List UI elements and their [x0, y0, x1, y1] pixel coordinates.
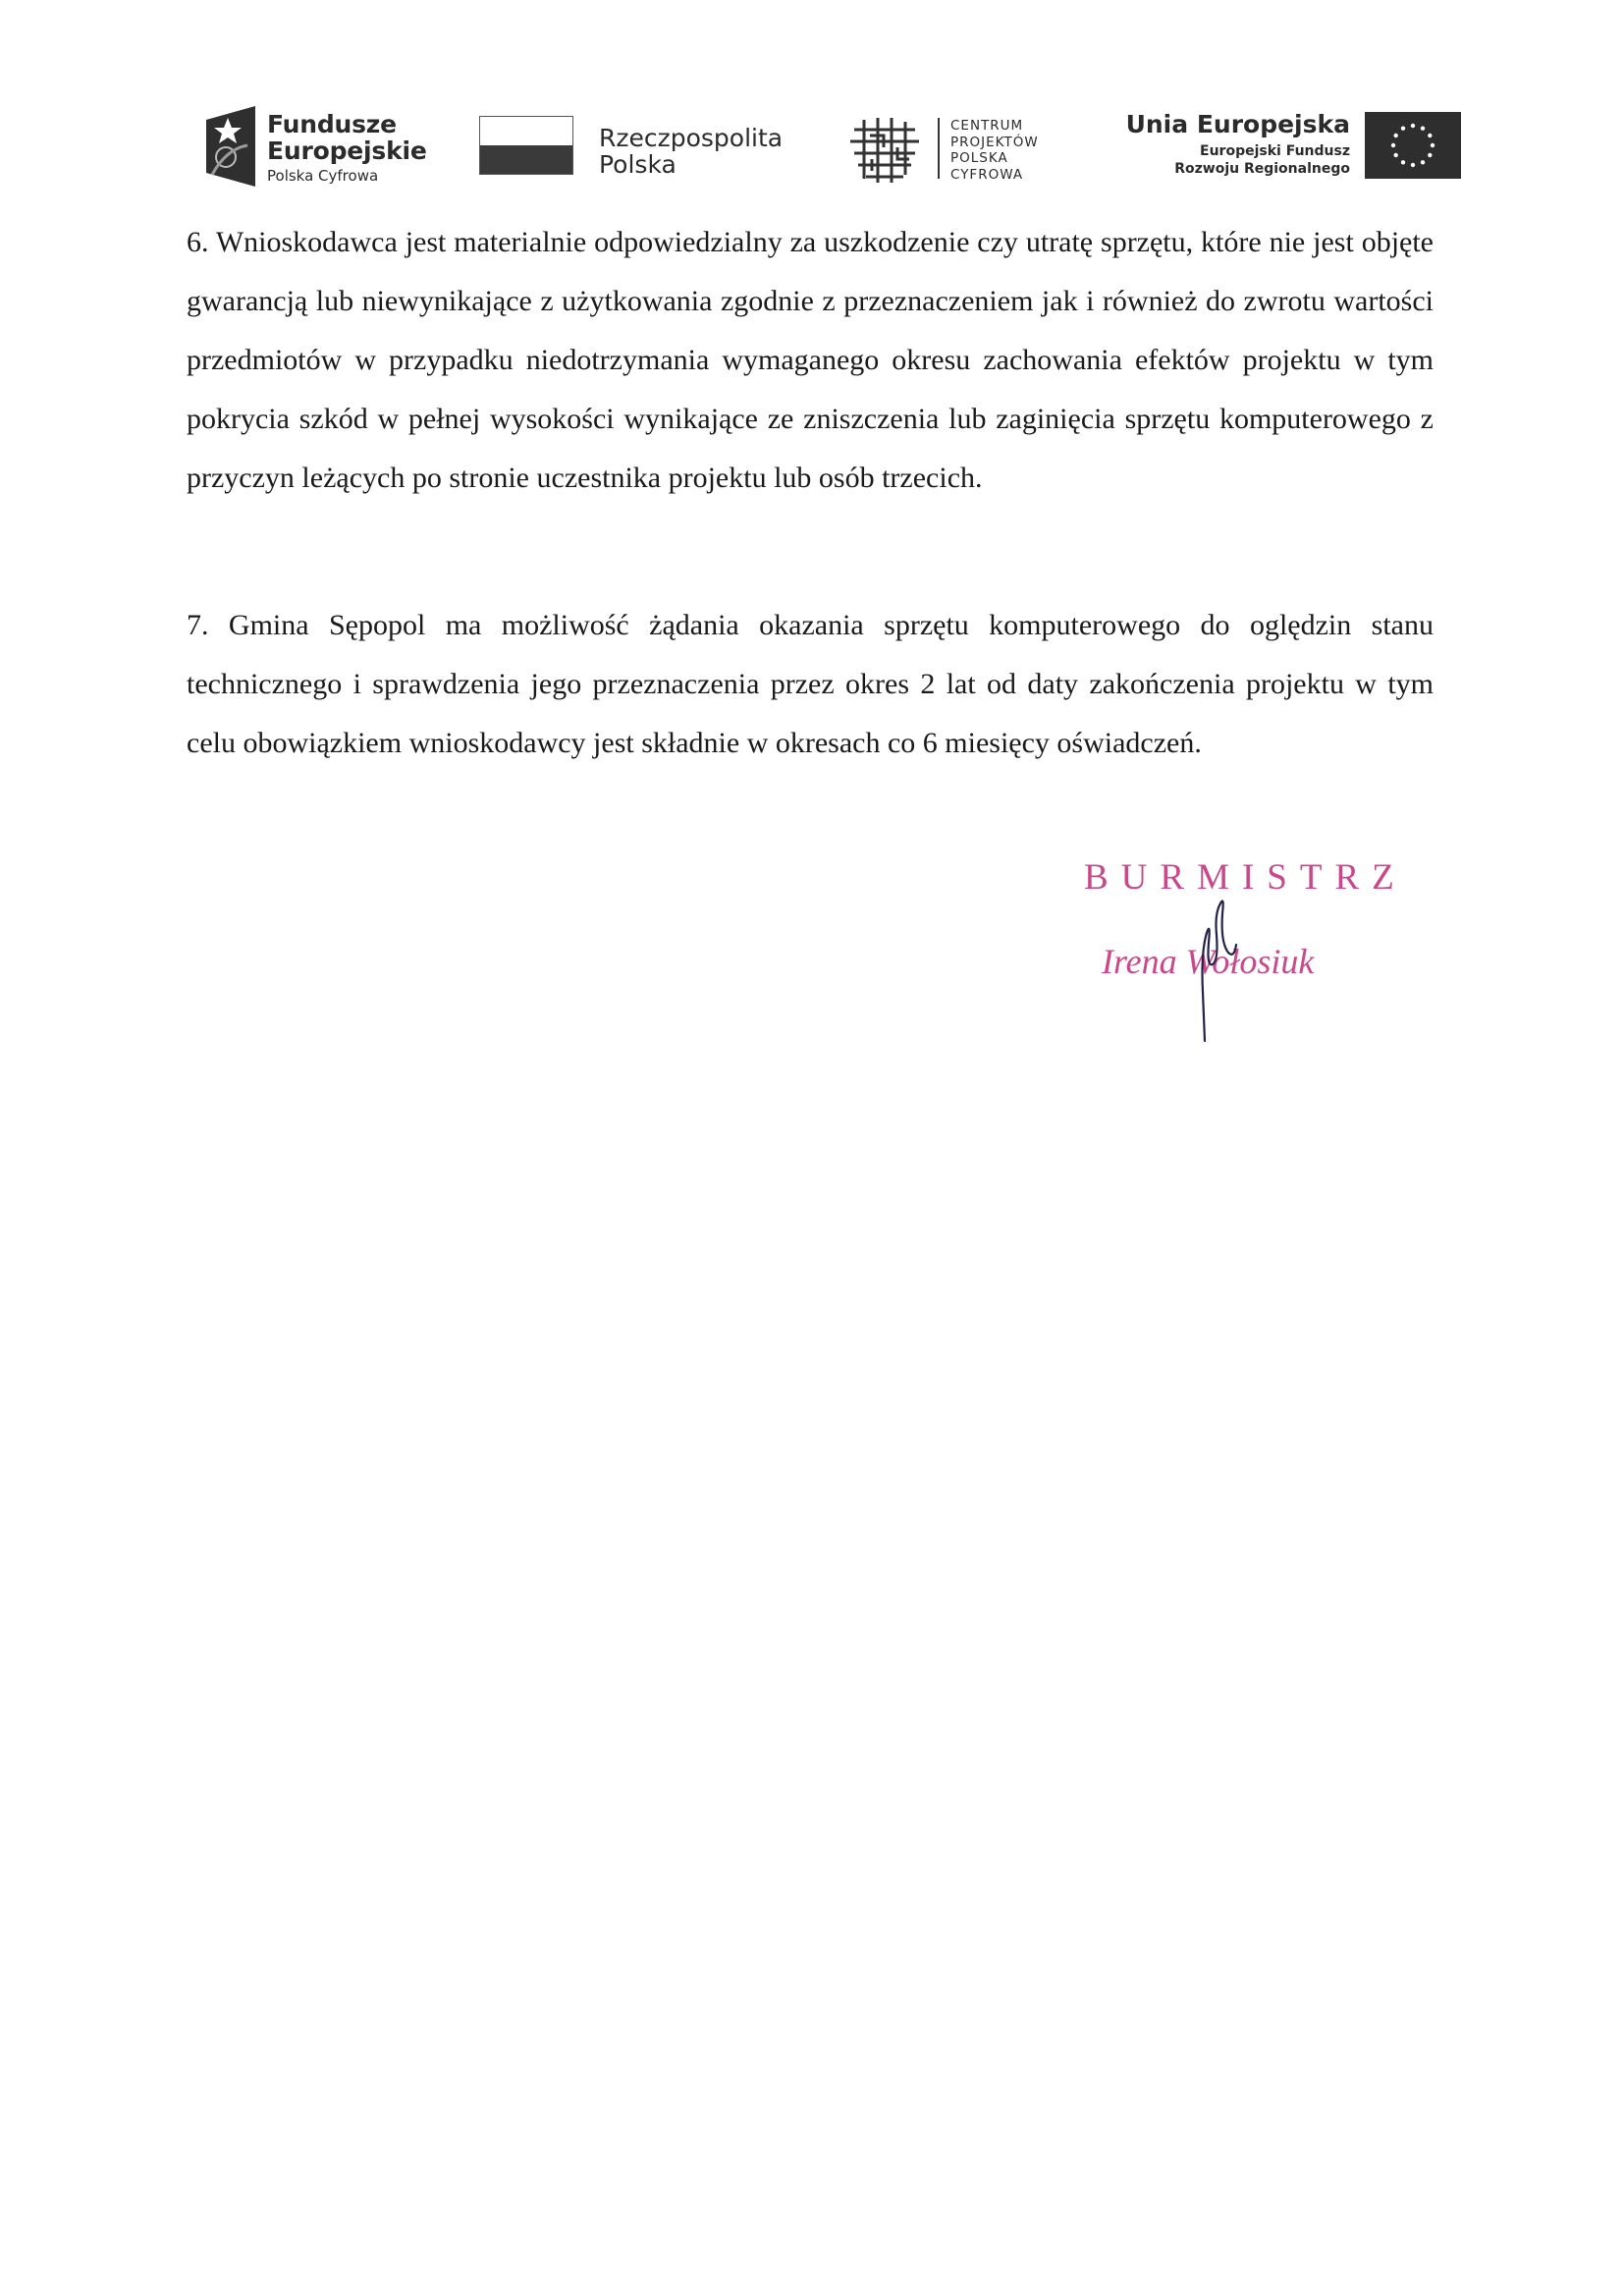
paragraph-7: 7. Gmina Sępopol ma możliwość żądania okazania sprzętu komputerowego do oględzin stanu technicznego i sprawdzenia jego przeznaczenia przez okres 2 lat od daty zakończenia projektu w tym celu obowiązkiem wnioskodawcy jest składnie w okresach co 6 miesięcy oświadczeń.	[187, 609, 1434, 759]
mayor-stamp	[1080, 854, 1414, 1051]
eu-star	[1421, 126, 1425, 130]
eu-star	[1431, 143, 1435, 147]
fundusze-line1: Fundusze	[267, 110, 397, 138]
eu-star	[1393, 134, 1397, 137]
centrum-line2: PROJEKTÓW	[950, 134, 1039, 150]
fundusze-line3: Polska Cyfrowa	[267, 167, 379, 185]
eu-flag-icon	[1365, 112, 1461, 179]
eu-star	[1401, 160, 1405, 164]
centrum-line4: CYFROWA	[950, 166, 1024, 183]
centrum-line1: CENTRUM	[950, 118, 1024, 134]
unia-line1: Unia Europejska	[1125, 110, 1350, 138]
unia-line2: Europejski Fundusz	[1200, 143, 1350, 159]
eu-star	[1421, 160, 1425, 164]
rzeczpospolita-line2: Polska	[599, 150, 677, 179]
paragraph-6: 6. Wnioskodawca jest materialnie odpowiedzialny za uszkodzenie czy utratę sprzętu, które nie jest objęte gwarancją lub niewynikające z użytkowania zgodnie z przeznaczeniem jak i również do zwrotu wartości przedmiotów w przypadku niedotrzymania wymaganego okresu zachowania efektów projektu w tym pokrycia szkód w pełnej wysokości wynikające ze zniszczenia lub zaginięcia sprzętu komputerowego z przyczyn leżących po stronie uczestnika projektu lub osób trzecich.	[187, 226, 1434, 494]
eu-star	[1393, 153, 1397, 157]
eu-star	[1411, 124, 1415, 128]
eu-star	[1428, 153, 1432, 157]
logo-bar	[206, 98, 1424, 196]
handwritten-signature	[1173, 874, 1252, 1046]
unia-line3: Rozwoju Regionalnego	[1174, 161, 1350, 177]
eu-star	[1401, 126, 1405, 130]
fundusze-line2: Europejskie	[267, 137, 427, 165]
eu-star	[1391, 143, 1395, 147]
stamp-name: Irena Wołosiuk	[1102, 942, 1315, 981]
centrum-line3: POLSKA	[950, 150, 1008, 166]
stamp-title: BURMISTRZ	[1084, 857, 1407, 898]
unia-europejska-logo	[206, 98, 1424, 196]
eu-star	[1428, 134, 1432, 137]
rzeczpospolita-line1: Rzeczpospolita	[599, 124, 784, 152]
eu-star	[1411, 163, 1415, 167]
